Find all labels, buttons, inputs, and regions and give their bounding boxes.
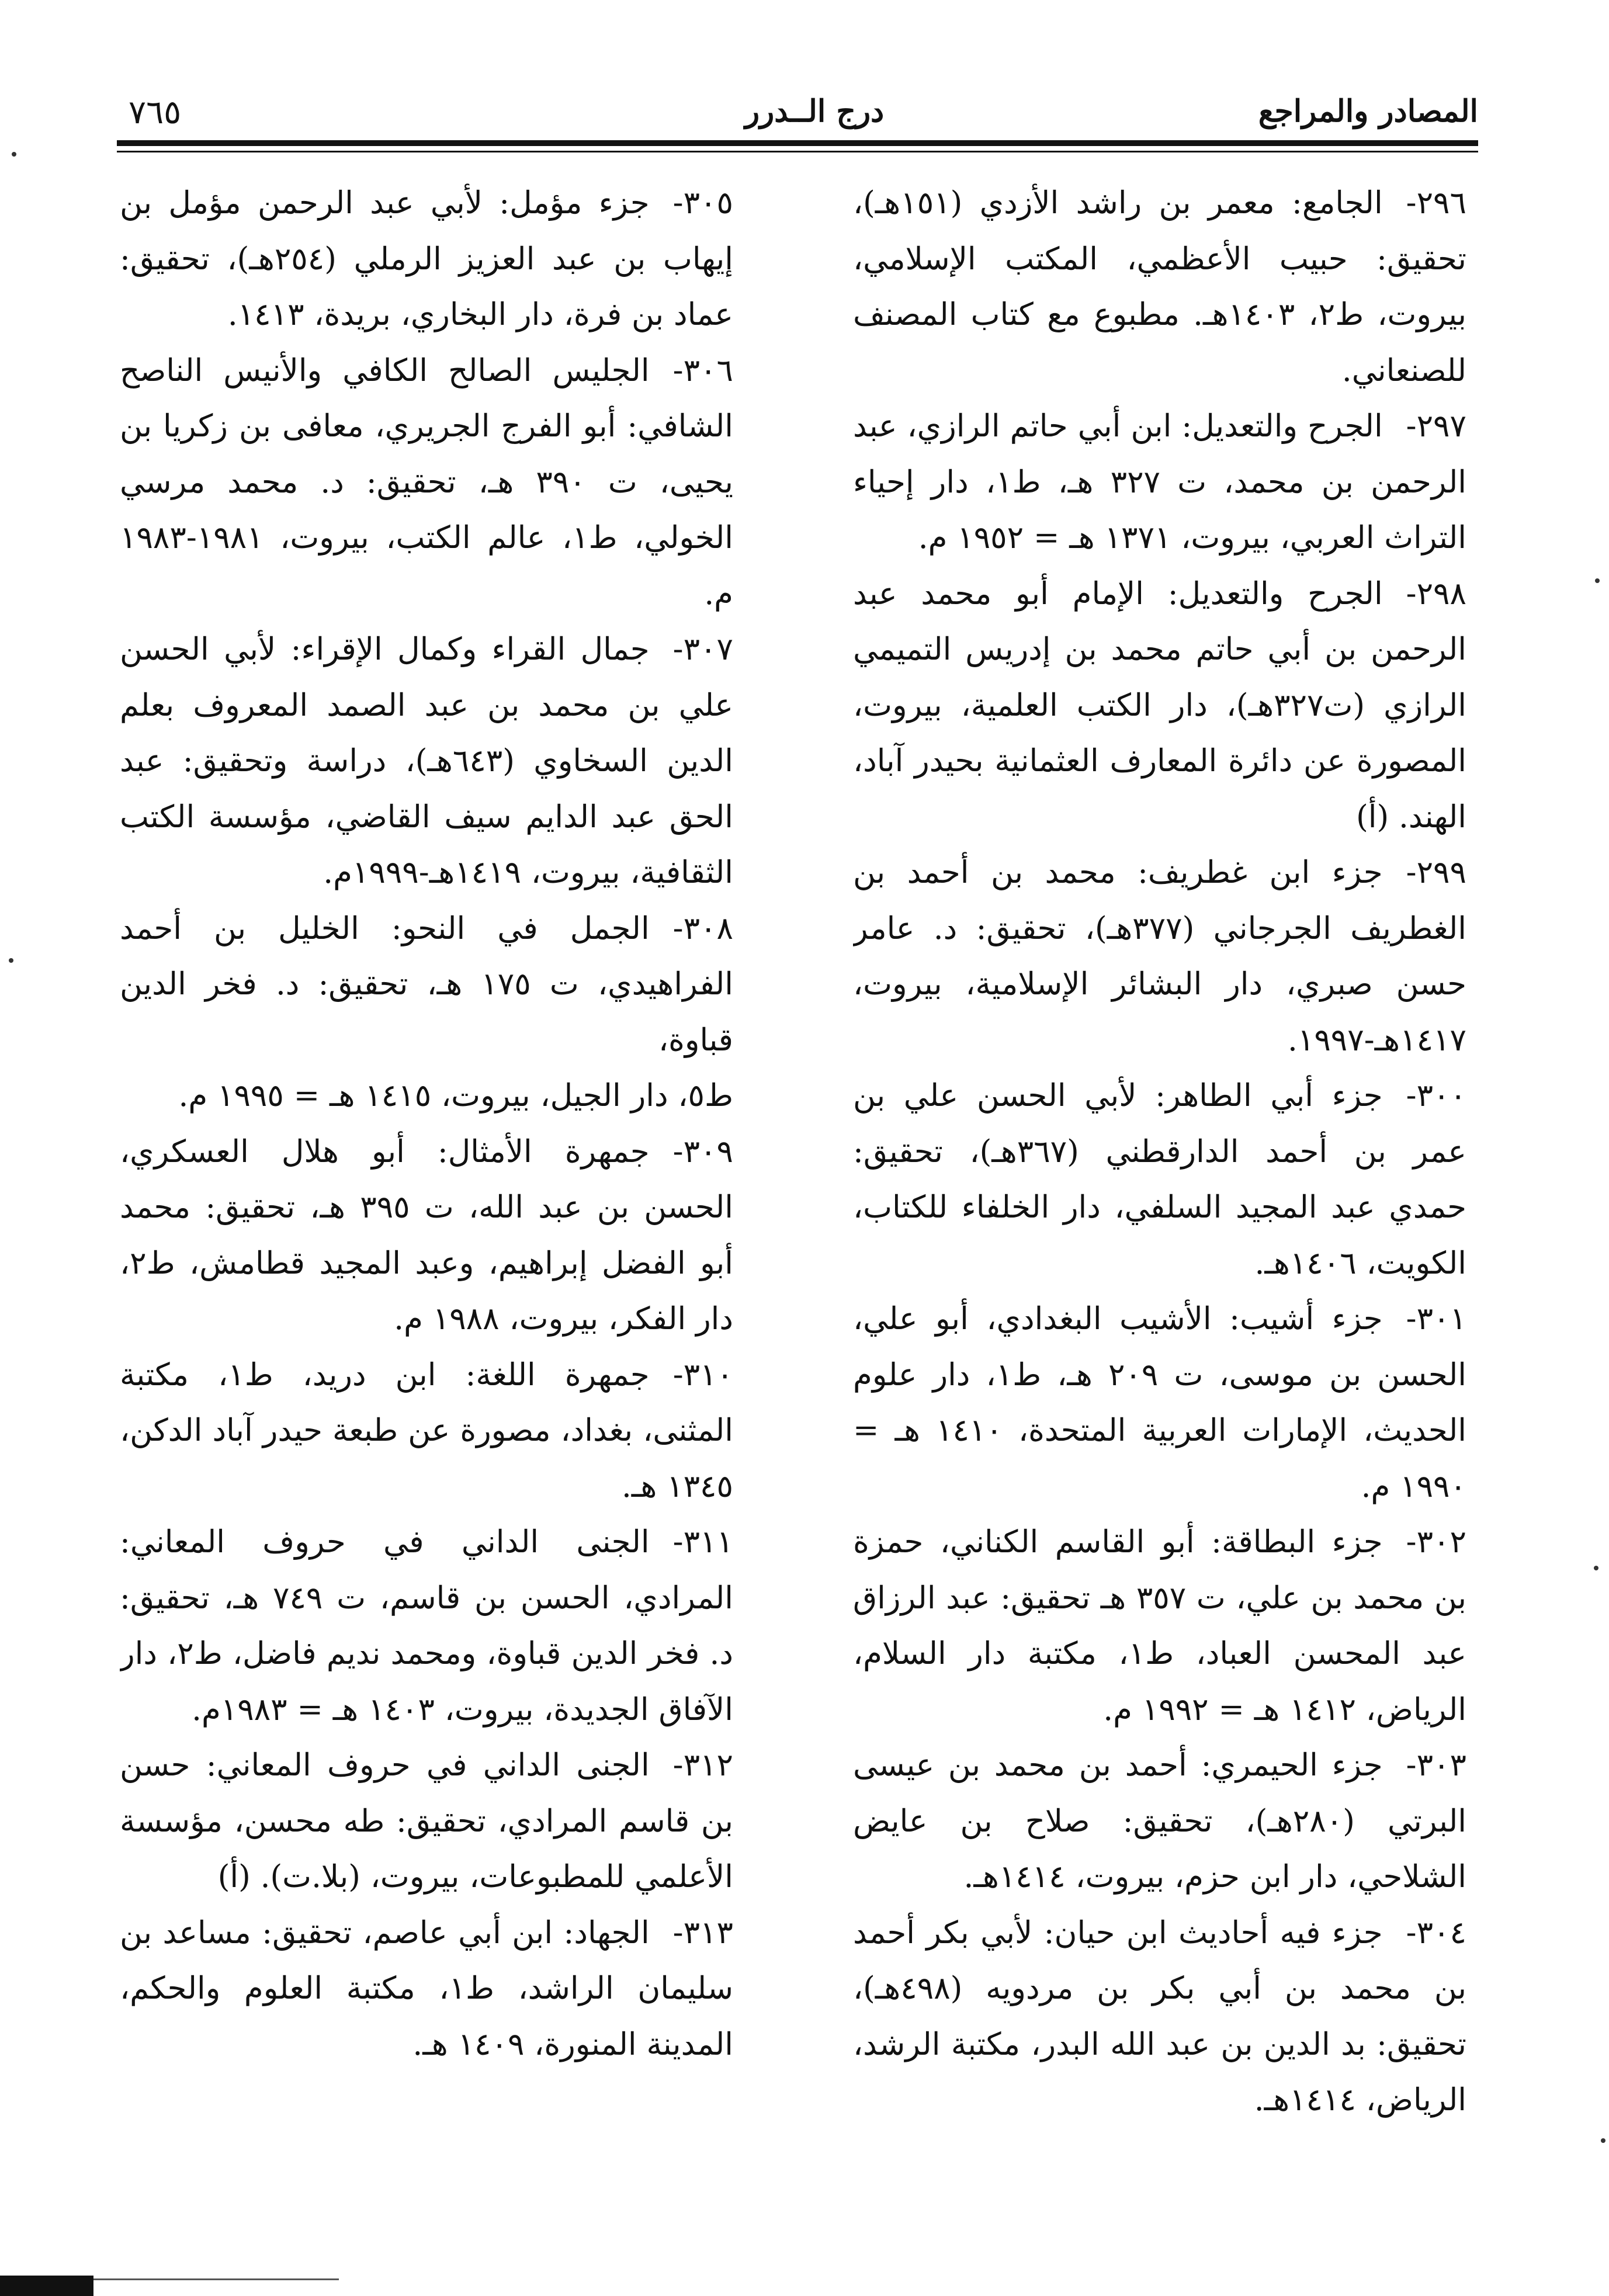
scan-edge-line — [93, 2278, 339, 2280]
reference-text: الجليس الصالح الكافي والأنيس الناصح الشافي: أبو الفرج الجريري، معافى بن زكريا بن يحيى، ت ٣٩٠ هـ، تحقيق: د. محمد مرسي الخولي، ط١، عالم الكتب، بيروت، ١٩٨١-١٩٨٣ م. — [120, 352, 733, 612]
reference-entry — [120, 622, 733, 901]
scan-speck — [1595, 578, 1600, 583]
scan-speck — [12, 152, 16, 157]
reference-entry — [853, 845, 1466, 1068]
reference-entry — [853, 1905, 1466, 2128]
reference-number: ٣٠٨- — [672, 910, 733, 946]
reference-text: جزء فيه أحاديث ابن حيان: لأبي بكر أحمد بن محمد بن أبي بكر بن مردويه (٤٩٨هـ)، تحقيق: بد الدين بن عبد الله البدر، مكتبة الرشد، الرياض، ١٤١٤هـ. — [853, 1915, 1466, 2118]
page-number: ٧٦٥ — [129, 93, 182, 131]
reference-number: ٣٠٣- — [1406, 1747, 1466, 1783]
reference-text: الجمل في النحو: الخليل بن أحمد الفراهيدي، ت ١٧٥ هـ، تحقيق: د. فخر الدين قباوة، — [120, 910, 733, 1058]
reference-text: الجامع: معمر بن راشد الأزدي (١٥١هـ)، تحقيق: حبيب الأعظمي، المكتب الإسلامي، بيروت، ط٢، ١٤٠٣هـ. مطبوع مع كتاب المصنف للصنعاني. — [853, 185, 1466, 389]
reference-number: ٣٠١- — [1406, 1301, 1466, 1337]
scan-speck — [9, 958, 13, 963]
reference-entry — [120, 1347, 733, 1515]
reference-text: جزء ابن غطريف: محمد بن أحمد بن الغطريف الجرجاني (٣٧٧هـ)، تحقيق: د. عامر حسن صبري، دار البشائر الإسلامية، بيروت، ١٤١٧هـ-١٩٩٧. — [853, 855, 1466, 1058]
right-column — [853, 175, 1466, 2191]
reference-entry — [120, 1737, 733, 1905]
reference-text: جزء أشيب: الأشيب البغدادي، أبو علي، الحسن بن موسى، ت ٢٠٩ هـ، ط١، دار علوم الحديث، الإمارات العربية المتحدة، ١٤١٠ هـ = ١٩٩٠ م. — [853, 1301, 1466, 1504]
scan-speck — [1601, 2138, 1605, 2143]
reference-number: ٣٠٢- — [1406, 1524, 1466, 1560]
scan-edge-mark — [0, 2276, 93, 2296]
reference-entry — [120, 175, 733, 343]
reference-entry — [120, 1514, 733, 1737]
reference-entry — [120, 901, 733, 1069]
reference-text: الجنى الداني في حروف المعاني: حسن بن قاسم المرادي، تحقيق: طه محسن، مؤسسة الأعلمي للمطبوعات، بيروت، (بلا.ت). (أ) — [120, 1747, 733, 1895]
section-title: المصادر والمراجع — [1258, 93, 1478, 129]
reference-number: ٣٠٩- — [672, 1133, 733, 1170]
reference-entry — [853, 1291, 1466, 1514]
page-header — [117, 88, 1478, 140]
reference-text: جزء مؤمل: لأبي عبد الرحمن مؤمل بن إيهاب بن عبد العزيز الرملي (٢٥٤هـ)، تحقيق: عماد بن فرة، دار البخاري، بريدة، ١٤١٣. — [120, 185, 733, 332]
reference-number: ٣١١- — [672, 1524, 733, 1560]
reference-text: جزء أبي الطاهر: لأبي الحسن علي بن عمر بن أحمد الدارقطني (٣٦٧هـ)، تحقيق: حمدي عبد المجيد السلفي، دار الخلفاء للكتاب، الكويت، ١٤٠٦هـ. — [853, 1078, 1466, 1281]
reference-number: ٣٠٦- — [672, 352, 733, 389]
reference-number: ٣٠٥- — [672, 185, 733, 221]
header-rule-thin — [117, 151, 1478, 152]
reference-entry — [120, 343, 733, 622]
reference-text: جمهرة الأمثال: أبو هلال العسكري، الحسن بن عبد الله، ت ٣٩٥ هـ، تحقيق: محمد أبو الفضل إبراهيم، وعبد المجيد قطامش، ط٢، دار الفكر، بيروت، ١٩٨٨ م. — [120, 1133, 733, 1337]
header-rule-thick — [117, 140, 1478, 146]
reference-entry — [853, 566, 1466, 845]
reference-text: جمال القراء وكمال الإقراء: لأبي الحسن علي بن محمد بن عبد الصمد المعروف بعلم الدين السخاوي (٦٤٣هـ)، دراسة وتحقيق: عبد الحق عبد الدايم سيف القاضي، مؤسسة الكتب الثقافية، بيروت، ١٤١٩هـ-١٩٩٩م. — [120, 632, 733, 890]
reference-entry — [853, 1068, 1466, 1291]
reference-entry — [120, 1905, 733, 2073]
reference-number: ٣١٢- — [672, 1747, 733, 1783]
reference-text: جمهرة اللغة: ابن دريد، ط١، مكتبة المثنى، بغداد، مصورة عن طبعة حيدر آباد الدكن، ١٣٤٥ هـ. — [120, 1357, 733, 1504]
reference-text: الجهاد: ابن أبي عاصم، تحقيق: مساعد بن سليمان الراشد، ط١، مكتبة العلوم والحكم، المدينة المنورة، ١٤٠٩ هـ. — [120, 1915, 733, 2062]
reference-entry — [120, 1124, 733, 1347]
scan-speck — [1594, 1566, 1598, 1570]
reference-number: ٢٩٩- — [1406, 855, 1466, 890]
reference-text: ط٥، دار الجيل، بيروت، ١٤١٥ هـ = ١٩٩٥ م. — [178, 1078, 733, 1114]
reference-number: ٢٩٨- — [1406, 575, 1466, 612]
reference-number: ٣٠٠- — [1406, 1078, 1466, 1114]
book-title: درج الــدرر — [745, 93, 885, 129]
reference-entry — [853, 398, 1466, 566]
left-column — [120, 175, 733, 2191]
reference-entry — [120, 1068, 733, 1124]
reference-text: الجرح والتعديل: الإمام أبو محمد عبد الرحمن بن أبي حاتم محمد بن إدريس التميمي الرازي (ت٣٢٧هـ)، دار الكتب العلمية، بيروت، المصورة عن دائرة المعارف العثمانية بحيدر آباد، الهند. (أ) — [853, 575, 1466, 835]
reference-text: الجنى الداني في حروف المعاني: المرادي، الحسن بن قاسم، ت ٧٤٩ هـ، تحقيق: د. فخر الدين قباوة، ومحمد نديم فاضل، ط٢، دار الآفاق الجديدة، بيروت، ١٤٠٣ هـ = ١٩٨٣م. — [120, 1524, 733, 1728]
reference-number: ٣٠٧- — [672, 632, 733, 667]
reference-number: ٣٠٤- — [1406, 1915, 1466, 1951]
reference-entry — [853, 1514, 1466, 1737]
reference-number: ٢٩٧- — [1406, 408, 1466, 444]
reference-text: جزء الحيمري: أحمد بن محمد بن عيسى البرتي (٢٨٠هـ)، تحقيق: صلاح بن عايض الشلاحي، دار ابن حزم، بيروت، ١٤١٤هـ. — [853, 1747, 1466, 1895]
reference-text: جزء البطاقة: أبو القاسم الكناني، حمزة بن محمد بن علي، ت ٣٥٧ هـ تحقيق: عبد الرزاق عبد المحسن العباد، ط١، مكتبة دار السلام، الرياض، ١٤١٢ هـ = ١٩٩٢ م. — [853, 1524, 1466, 1728]
reference-entry — [853, 175, 1466, 398]
reference-text: الجرح والتعديل: ابن أبي حاتم الرازي، عبد الرحمن بن محمد، ت ٣٢٧ هـ، ط١، دار إحياء التراث العربي، بيروت، ١٣٧١ هـ = ١٩٥٢ م. — [853, 408, 1466, 556]
reference-entry — [853, 1737, 1466, 1905]
reference-number: ٢٩٦- — [1406, 185, 1466, 221]
reference-number: ٣١٠- — [672, 1357, 733, 1393]
reference-number: ٣١٣- — [672, 1915, 733, 1951]
